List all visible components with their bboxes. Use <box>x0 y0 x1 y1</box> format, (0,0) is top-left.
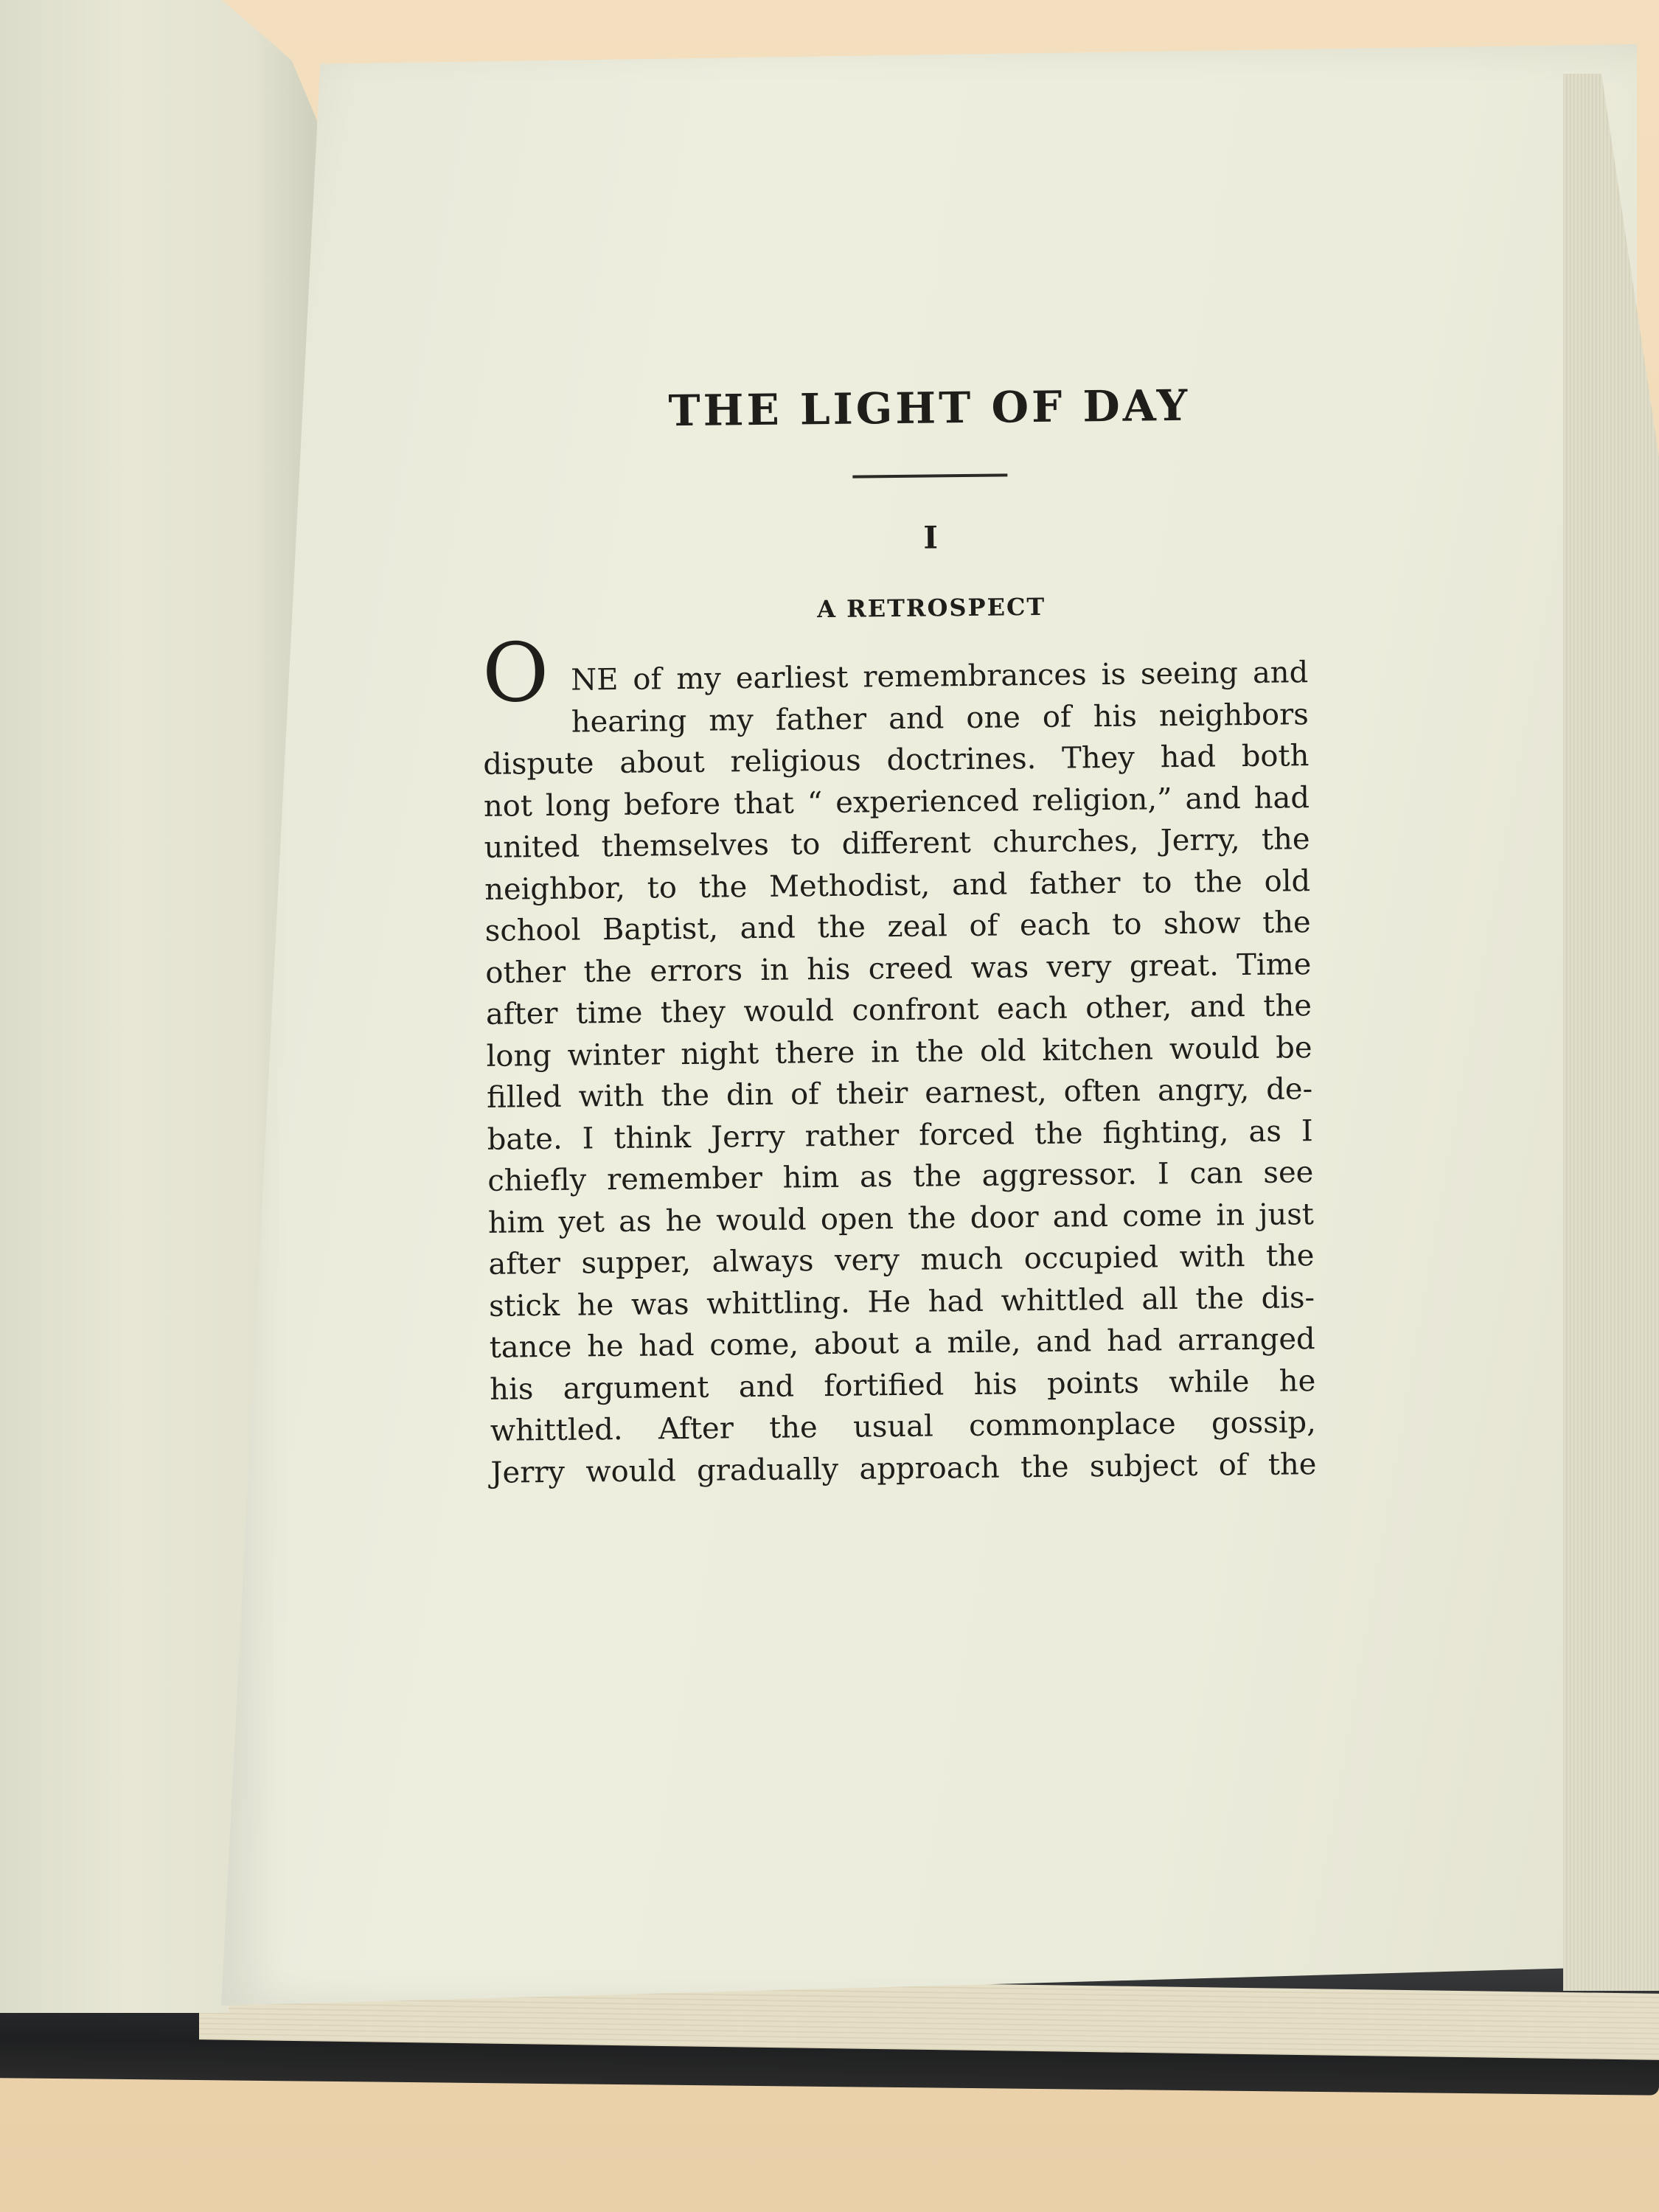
text-line: chiefly remember him as the aggressor. I can see <box>487 1155 1314 1198</box>
text-line: dispute about religious doctrines. They had both <box>483 739 1310 782</box>
text-line: after time they would confront each other, and the <box>485 989 1312 1032</box>
drop-cap: O <box>481 625 549 720</box>
book-title: THE LIGHT OF DAY <box>668 380 1191 437</box>
text-line: hearing my father and one of his neighbors <box>571 697 1310 740</box>
text-line: stick he was whittling. He had whittled all the dis- <box>488 1280 1315 1324</box>
text-line: not long before that “ experienced religion,” and had <box>483 780 1310 824</box>
body-text <box>482 652 1317 1494</box>
chapter-title: A RETROSPECT <box>816 592 1046 624</box>
text-line: him yet as he would open the door and come in just <box>487 1197 1315 1240</box>
text-line: school Baptist, and the zeal of each to show the <box>484 905 1311 948</box>
chapter-number: I <box>923 519 939 556</box>
text-line: tance he had come, about a mile, and had arranged <box>489 1322 1315 1365</box>
page-edge-right <box>1563 74 1659 1991</box>
text-line: united themselves to different churches, Jerry, the <box>484 822 1310 865</box>
text-line: filled with the din of their earnest, often angry, de- <box>486 1072 1313 1115</box>
title-rule <box>852 473 1007 478</box>
text-line: long winter night there in the old kitchen would be <box>486 1030 1312 1074</box>
text-line: NE of my earliest remembrances is seeing and <box>570 655 1309 698</box>
text-line: whittled. After the usual commonplace gossip, <box>490 1405 1317 1448</box>
page-content <box>472 374 1398 1494</box>
text-line: neighbor, to the Methodist, and father to the old <box>484 863 1311 907</box>
text-line: his argument and fortified his points while he <box>490 1363 1316 1407</box>
text-line: bate. I think Jerry rather forced the fighting, as I <box>487 1113 1313 1157</box>
text-line: other the errors in his creed was very great. Time <box>485 947 1312 990</box>
text-line: Jerry would gradually approach the subject of the <box>490 1447 1317 1490</box>
text-line: after supper, always very much occupied with the <box>488 1239 1315 1281</box>
